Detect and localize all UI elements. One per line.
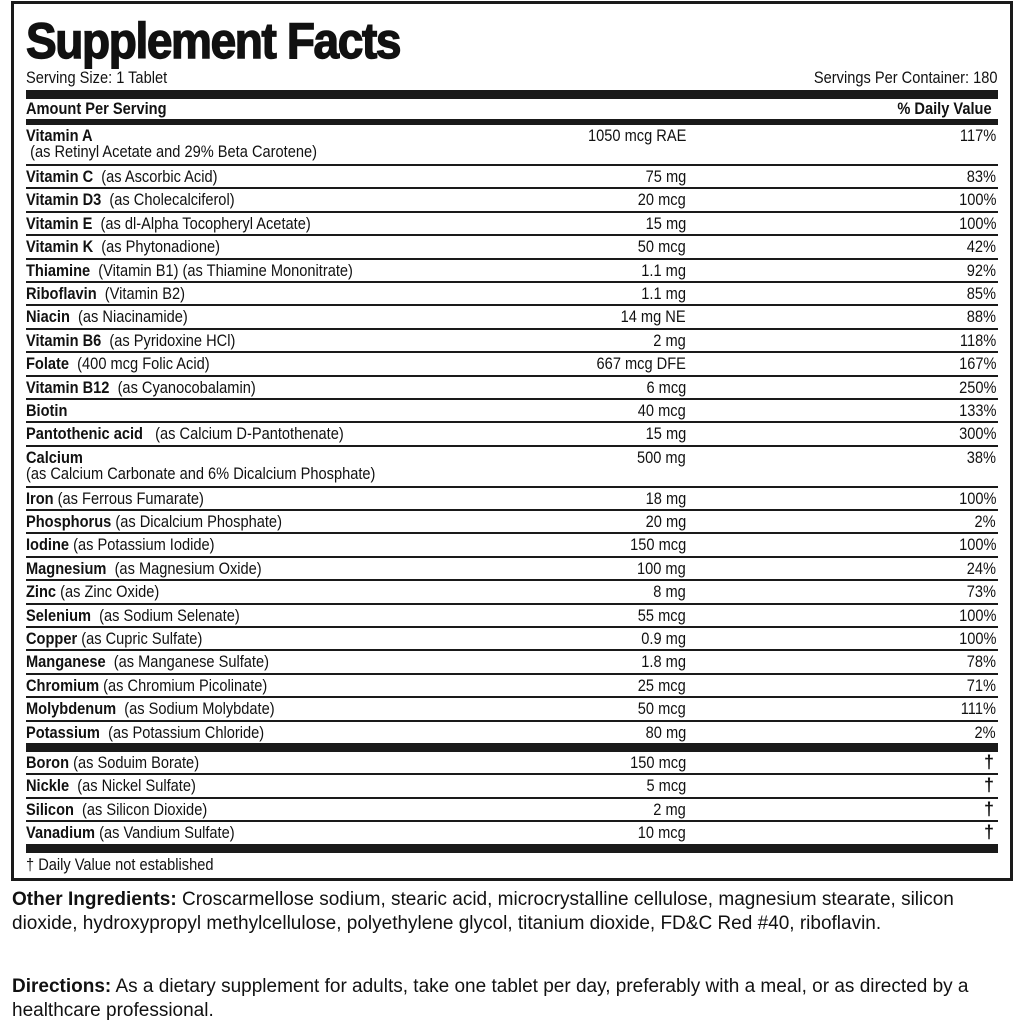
nutrient-amount: 50 mcg bbox=[638, 237, 686, 257]
nutrient-row bbox=[26, 166, 998, 189]
nutrient-amount: 5 mcg bbox=[646, 776, 686, 796]
nutrient-amount: 25 mcg bbox=[638, 675, 686, 695]
nutrient-amount: 75 mg bbox=[645, 167, 686, 186]
nutrient-dv: 42% bbox=[966, 237, 996, 257]
servings-per-container: Servings Per Container: 180 bbox=[814, 68, 998, 87]
nutrient-dv: 2% bbox=[974, 722, 996, 742]
other-nutrient-list bbox=[26, 752, 998, 844]
nutrient-name: Vanadium bbox=[26, 823, 96, 843]
nutrient-amount: 500 mg bbox=[637, 447, 686, 467]
nutrient-row bbox=[26, 775, 998, 798]
nutrient-name: Zinc bbox=[26, 582, 57, 602]
nutrient-name: Selenium bbox=[26, 605, 92, 625]
nutrient-row bbox=[26, 260, 998, 283]
nutrient-name: Thiamine bbox=[26, 260, 91, 280]
dagger-icon: † bbox=[983, 775, 994, 796]
nutrient-list bbox=[26, 125, 998, 743]
nutrient-row bbox=[26, 236, 998, 259]
nutrient-source: (as Calcium D-Pantothenate) bbox=[155, 424, 344, 444]
column-header bbox=[26, 99, 998, 119]
nutrient-dv: 100% bbox=[958, 535, 996, 555]
nutrient-amount: 18 mg bbox=[645, 488, 686, 508]
nutrient-source: (as Potassium Chloride) bbox=[108, 722, 265, 742]
nutrient-row bbox=[26, 125, 998, 166]
nutrient-dv: 133% bbox=[958, 400, 996, 420]
nutrient-source: (Vitamin B1) (as Thiamine Mononitrate) bbox=[98, 260, 353, 280]
nutrient-dv: 71% bbox=[966, 675, 996, 695]
nutrient-dv: 250% bbox=[958, 377, 996, 397]
nutrient-source: (as dl-Alpha Tocopheryl Acetate) bbox=[100, 213, 311, 233]
nutrient-dv: 100% bbox=[958, 190, 996, 210]
nutrient-row bbox=[26, 306, 998, 329]
nutrient-amount: 14 mg NE bbox=[620, 307, 686, 327]
nutrient-amount: 1.1 mg bbox=[641, 283, 686, 303]
other-ingredients-text: Croscarmellose sodium, stearic acid, microcrystalline cellulose, magnesium stearate, silicon dioxide, hydroxypropyl methylcellulose, polyethylene glycol, titanium dioxide, FD&C Red #40, riboflavin. bbox=[12, 889, 954, 934]
nutrient-row bbox=[26, 488, 998, 511]
nutrient-dv: 88% bbox=[966, 307, 996, 327]
nutrient-row bbox=[26, 722, 998, 743]
nutrient-dv: 92% bbox=[966, 260, 996, 280]
nutrient-dv: 2% bbox=[974, 512, 996, 532]
nutrient-source: (as Cyanocobalamin) bbox=[117, 377, 256, 397]
nutrient-source: (as Vandium Sulfate) bbox=[99, 823, 235, 843]
nutrient-name: Potassium bbox=[26, 722, 100, 742]
nutrient-amount: 0.9 mg bbox=[641, 629, 686, 649]
nutrient-name: Pantothenic acid bbox=[26, 424, 143, 444]
nutrient-amount: 10 mcg bbox=[638, 823, 686, 843]
nutrient-amount: 50 mcg bbox=[638, 699, 686, 719]
nutrient-row bbox=[26, 628, 998, 651]
nutrient-name: Manganese bbox=[26, 652, 106, 672]
nutrient-row bbox=[26, 799, 998, 822]
nutrient-row bbox=[26, 377, 998, 400]
nutrient-row bbox=[26, 213, 998, 236]
other-ingredients bbox=[12, 888, 1010, 935]
nutrient-dv: 100% bbox=[958, 629, 996, 649]
nutrient-name: Vitamin B12 bbox=[26, 377, 110, 397]
nutrient-amount: 80 mg bbox=[645, 722, 686, 742]
nutrient-row bbox=[26, 353, 998, 376]
nutrient-dv: 100% bbox=[958, 213, 996, 233]
nutrient-name: Boron bbox=[26, 752, 70, 772]
nutrient-source: (as Phytonadione) bbox=[101, 237, 220, 257]
nutrient-row bbox=[26, 447, 998, 488]
nutrient-source: (as Zinc Oxide) bbox=[60, 582, 160, 602]
nutrient-dv: 24% bbox=[966, 558, 996, 578]
nutrient-source: (as Retinyl Acetate and 29% Beta Carotene) bbox=[30, 142, 317, 161]
nutrient-row bbox=[26, 534, 998, 557]
nutrient-name: Molybdenum bbox=[26, 699, 117, 719]
nutrient-source: (as Ascorbic Acid) bbox=[101, 167, 218, 186]
nutrient-source: (400 mcg Folic Acid) bbox=[77, 354, 210, 374]
dagger-icon: † bbox=[983, 822, 994, 843]
supplement-facts-panel bbox=[11, 1, 1013, 881]
nutrient-dv: 78% bbox=[966, 652, 996, 672]
nutrient-amount: 8 mg bbox=[653, 582, 686, 602]
nutrient-dv: 100% bbox=[958, 488, 996, 508]
nutrient-amount: 20 mcg bbox=[638, 190, 686, 210]
dagger-icon: † bbox=[983, 751, 994, 772]
nutrient-source: (as Calcium Carbonate and 6% Dicalcium Phosphate) bbox=[26, 463, 376, 483]
serving-size: Serving Size: 1 Tablet bbox=[26, 68, 168, 87]
nutrient-row bbox=[26, 558, 998, 581]
thick-divider bbox=[26, 743, 998, 752]
nutrient-row bbox=[26, 651, 998, 674]
nutrient-amount: 150 mcg bbox=[629, 535, 686, 555]
nutrient-dv: 85% bbox=[966, 283, 996, 303]
nutrient-source: (as Sodium Selenate) bbox=[99, 605, 240, 625]
nutrient-amount: 15 mg bbox=[645, 213, 686, 233]
nutrient-name: Vitamin B6 bbox=[26, 330, 102, 350]
nutrient-name: Vitamin E bbox=[26, 213, 93, 233]
nutrient-name: Copper bbox=[26, 629, 78, 649]
nutrient-dv: 300% bbox=[958, 424, 996, 444]
nutrient-source: (as Cupric Sulfate) bbox=[81, 629, 203, 649]
nutrient-name: Silicon bbox=[26, 799, 74, 819]
nutrient-row bbox=[26, 189, 998, 212]
nutrient-name: Folate bbox=[26, 354, 70, 374]
nutrient-source: (as Nickel Sulfate) bbox=[77, 776, 196, 796]
nutrient-amount: 55 mcg bbox=[638, 605, 686, 625]
dagger-icon: † bbox=[983, 798, 994, 819]
nutrient-source: (as Chromium Picolinate) bbox=[103, 675, 268, 695]
nutrient-name: Riboflavin bbox=[26, 283, 97, 303]
nutrient-row bbox=[26, 283, 998, 306]
directions bbox=[12, 975, 1010, 1022]
thick-divider bbox=[26, 844, 998, 853]
thick-divider bbox=[26, 90, 998, 99]
nutrient-amount: 2 mg bbox=[653, 330, 686, 350]
nutrient-name: Vitamin C bbox=[26, 167, 94, 186]
nutrient-name: Niacin bbox=[26, 307, 70, 327]
nutrient-source: (as Niacinamide) bbox=[78, 307, 188, 327]
nutrient-name: Calcium bbox=[26, 447, 83, 467]
nutrient-row bbox=[26, 400, 998, 423]
nutrient-row bbox=[26, 822, 998, 843]
nutrient-dv: 111% bbox=[960, 699, 996, 719]
nutrient-source: (Vitamin B2) bbox=[104, 283, 185, 303]
nutrient-amount: 6 mcg bbox=[646, 377, 686, 397]
nutrient-dv: 117% bbox=[959, 126, 996, 145]
nutrient-name: Vitamin K bbox=[26, 237, 94, 257]
panel-title: Supplement Facts bbox=[26, 13, 401, 69]
nutrient-source: (as Ferrous Fumarate) bbox=[57, 488, 204, 508]
nutrient-dv: 83% bbox=[966, 167, 996, 186]
nutrient-name: Vitamin A bbox=[26, 126, 93, 145]
nutrient-row bbox=[26, 605, 998, 628]
nutrient-source: (as Cholecalciferol) bbox=[109, 190, 235, 210]
nutrient-dv: 118% bbox=[959, 330, 996, 350]
nutrient-row bbox=[26, 752, 998, 775]
directions-label: Directions: bbox=[12, 976, 112, 997]
nutrient-name: Chromium bbox=[26, 675, 100, 695]
nutrient-row bbox=[26, 511, 998, 534]
nutrient-amount: 150 mcg bbox=[629, 752, 686, 772]
nutrient-source: (as Silicon Dioxide) bbox=[82, 799, 208, 819]
nutrient-row bbox=[26, 330, 998, 353]
nutrient-source: (as Manganese Sulfate) bbox=[113, 652, 269, 672]
nutrient-amount: 1.1 mg bbox=[641, 260, 686, 280]
nutrient-row bbox=[26, 423, 998, 446]
nutrient-row bbox=[26, 675, 998, 698]
nutrient-amount: 15 mg bbox=[645, 424, 686, 444]
nutrient-row bbox=[26, 581, 998, 604]
nutrient-dv: 73% bbox=[966, 582, 996, 602]
nutrient-source: (as Pyridoxine HCl) bbox=[109, 330, 236, 350]
nutrient-source: (as Magnesium Oxide) bbox=[114, 558, 262, 578]
nutrient-name: Vitamin D3 bbox=[26, 190, 102, 210]
nutrient-source: (as Potassium Iodide) bbox=[73, 535, 215, 555]
panel-content bbox=[26, 4, 998, 878]
footnote: † Daily Value not established bbox=[26, 854, 214, 874]
nutrient-name: Biotin bbox=[26, 400, 68, 420]
nutrient-amount: 667 mcg DFE bbox=[596, 354, 686, 374]
nutrient-source: (as Soduim Borate) bbox=[73, 752, 200, 772]
nutrient-dv: 167% bbox=[958, 354, 996, 374]
nutrient-dv: 100% bbox=[958, 605, 996, 625]
nutrient-amount: 20 mg bbox=[645, 512, 686, 532]
nutrient-amount: 1050 mcg RAE bbox=[587, 126, 686, 145]
nutrient-amount: 1.8 mg bbox=[641, 652, 686, 672]
header-amount-per-serving: Amount Per Serving bbox=[26, 99, 167, 118]
nutrient-amount: 2 mg bbox=[653, 799, 686, 819]
other-ingredients-label: Other Ingredients: bbox=[12, 889, 177, 910]
nutrient-amount: 100 mg bbox=[637, 558, 686, 578]
nutrient-row bbox=[26, 698, 998, 721]
directions-text: As a dietary supplement for adults, take one tablet per day, preferably with a meal, or as directed by a healthcare professional. bbox=[12, 976, 969, 1021]
nutrient-name: Iodine bbox=[26, 535, 70, 555]
nutrient-name: Magnesium bbox=[26, 558, 107, 578]
nutrient-amount: 40 mcg bbox=[638, 400, 686, 420]
nutrient-dv: 38% bbox=[966, 447, 996, 467]
nutrient-name: Iron bbox=[26, 488, 54, 508]
header-daily-value: % Daily Value bbox=[897, 99, 992, 118]
nutrient-name: Phosphorus bbox=[26, 512, 112, 532]
nutrient-source: (as Sodium Molybdate) bbox=[124, 699, 275, 719]
nutrient-source: (as Dicalcium Phosphate) bbox=[115, 512, 282, 532]
nutrient-name: Nickle bbox=[26, 776, 70, 796]
serving-info bbox=[26, 68, 998, 90]
